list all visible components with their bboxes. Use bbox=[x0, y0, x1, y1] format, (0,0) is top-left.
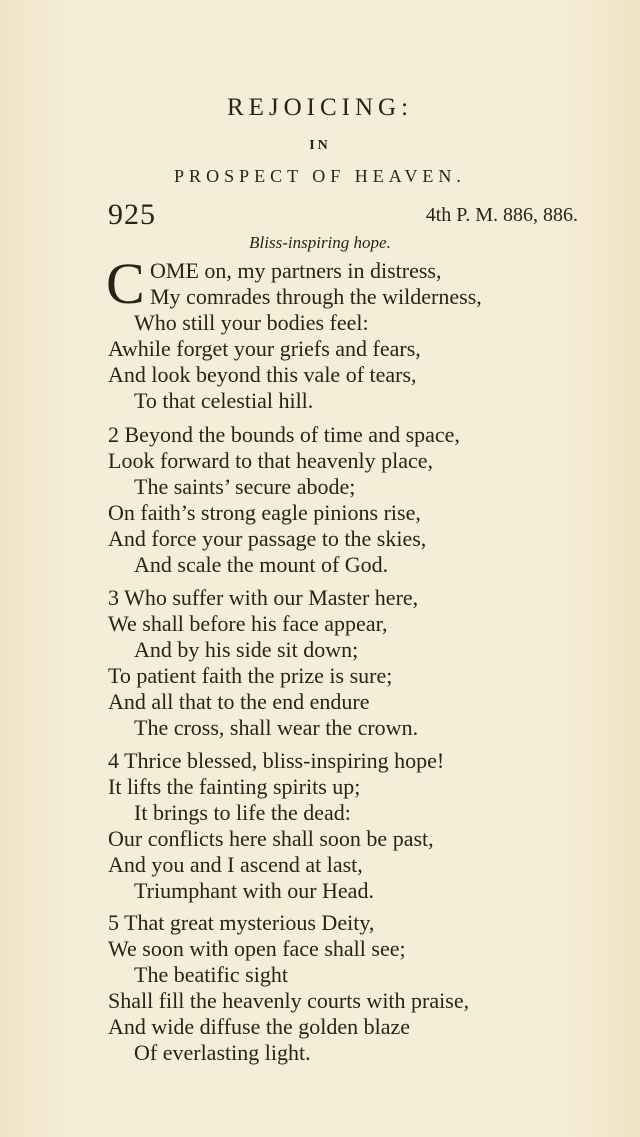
verse-line: The beatific sight bbox=[134, 962, 288, 987]
verse-line: It brings to life the dead: bbox=[134, 800, 351, 825]
verse-line: Shall fill the heavenly courts with praise, bbox=[108, 988, 470, 1013]
verse-line: 3 Who suffer with our Master here, bbox=[108, 585, 419, 610]
verse-line: To that celestial hill. bbox=[134, 388, 314, 413]
verse-line: Who still your bodies feel: bbox=[134, 310, 369, 335]
verse-line: We shall before his face appear, bbox=[108, 611, 388, 636]
verse-line: Our conflicts here shall soon be past, bbox=[108, 826, 434, 851]
verse-line: Triumphant with our Head. bbox=[134, 878, 374, 903]
verse-line: And you and I ascend at last, bbox=[108, 852, 363, 877]
verse-line: 5 That great mysterious Deity, bbox=[108, 910, 375, 935]
verse-line: To patient faith the prize is sure; bbox=[108, 663, 393, 688]
verse-line: Of everlasting light. bbox=[134, 1040, 311, 1065]
verse-line: And look beyond this vale of tears, bbox=[108, 362, 417, 387]
verse-line: The saints’ secure abode; bbox=[134, 474, 356, 499]
verse-line: Look forward to that heavenly place, bbox=[108, 448, 433, 473]
verse-line: And by his side sit down; bbox=[134, 637, 359, 662]
verse-line: It lifts the fainting spirits up; bbox=[108, 774, 361, 799]
verse-line: 2 Beyond the bounds of time and space, bbox=[108, 422, 460, 447]
verse-line: Awhile forget your griefs and fears, bbox=[108, 336, 421, 361]
verse-line: And wide diffuse the golden blaze bbox=[108, 1014, 411, 1039]
verse-line: 4 Thrice blessed, bliss-inspiring hope! bbox=[108, 748, 445, 773]
verse-line: My comrades through the wilderness, bbox=[150, 284, 482, 309]
verse-line: OME on, my partners in distress, bbox=[150, 258, 442, 283]
verse-line: And scale the mount of God. bbox=[134, 552, 389, 577]
verse-line: We soon with open face shall see; bbox=[108, 936, 406, 961]
hymn-subject: Bliss-inspiring hope. bbox=[249, 233, 391, 252]
section-title: REJOICING: bbox=[226, 94, 414, 121]
hymn-meter: 4th P. M. 886, 886. bbox=[425, 204, 578, 226]
verse-line: And all that to the end endure bbox=[108, 689, 370, 714]
verse-line: The cross, shall wear the crown. bbox=[134, 715, 419, 740]
hymn-number: 925 bbox=[108, 198, 156, 231]
section-connector: IN bbox=[309, 138, 331, 153]
drop-cap: C bbox=[106, 251, 145, 316]
verse-line: On faith’s strong eagle pinions rise, bbox=[108, 500, 421, 525]
section-subtitle: PROSPECT OF HEAVEN. bbox=[174, 166, 466, 186]
hymn-heading bbox=[108, 198, 578, 238]
verse-line: And force your passage to the skies, bbox=[108, 526, 427, 551]
